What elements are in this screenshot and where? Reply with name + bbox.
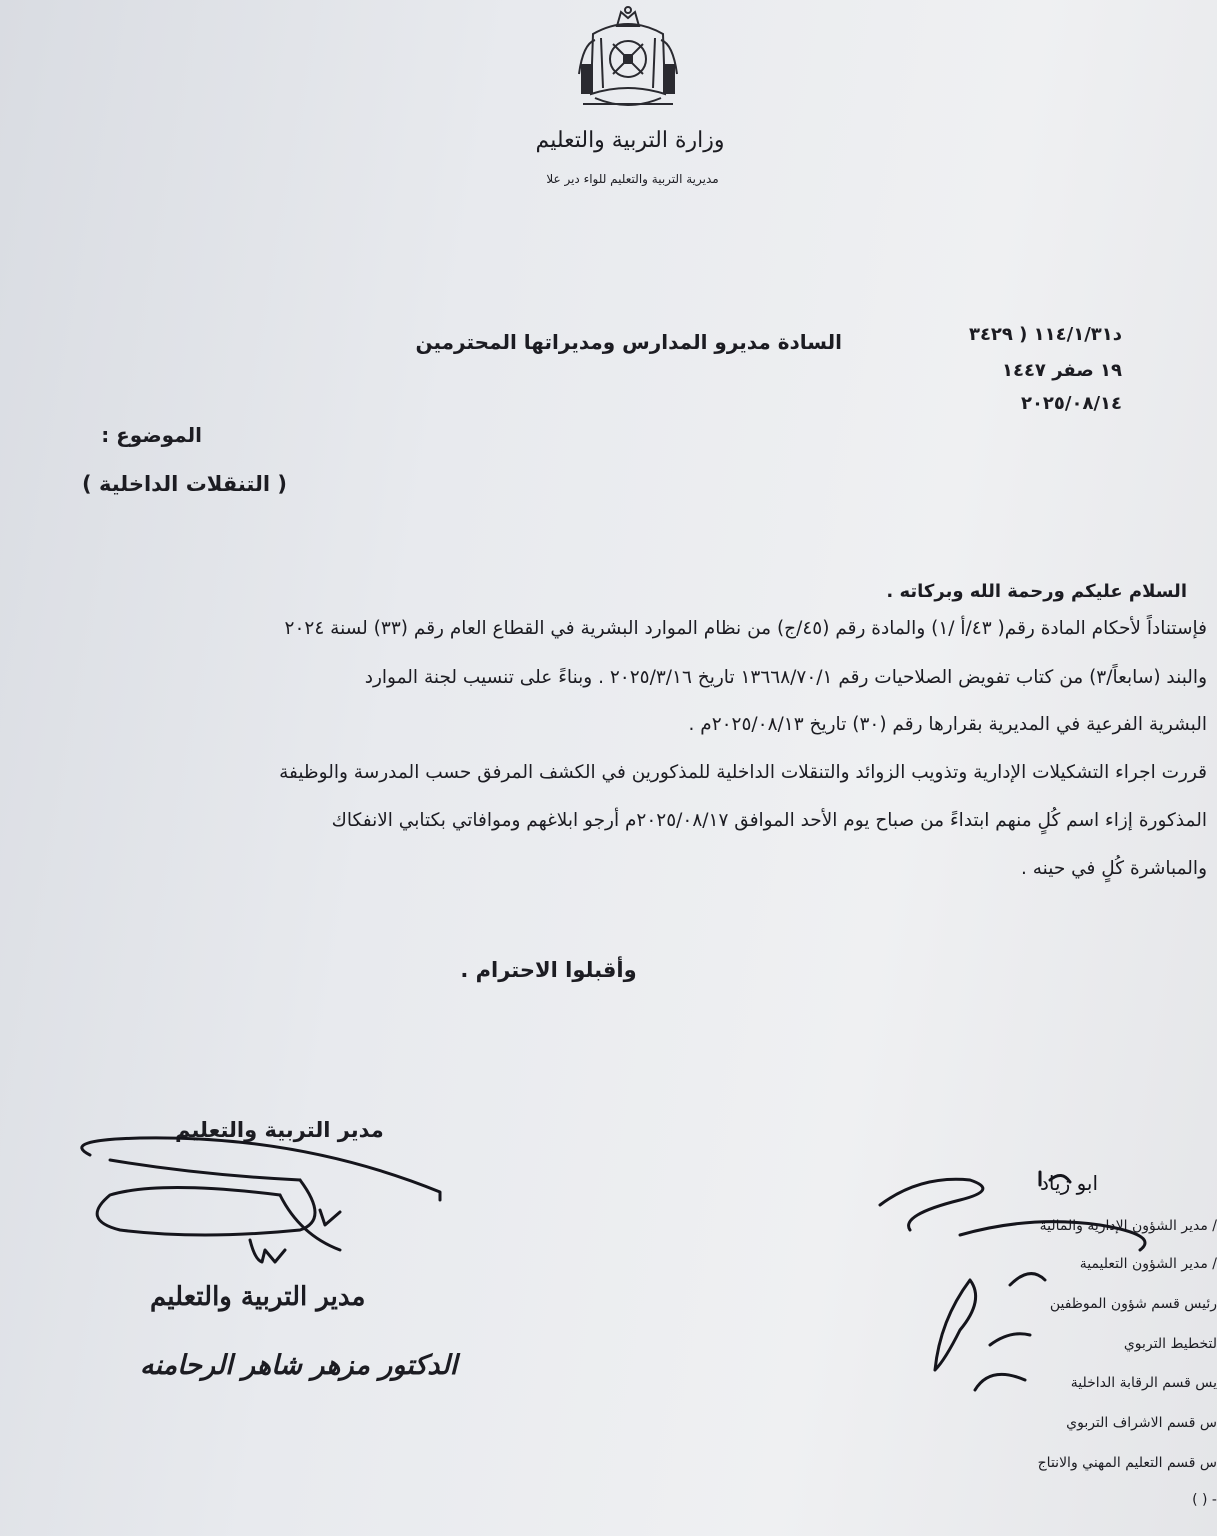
gregorian-date: ٢٠٢٥/٠٨/١٤ xyxy=(1020,393,1122,414)
closing-phrase: وأقبلوا الاحترام . xyxy=(460,958,637,982)
body-line: البشرية الفرعية في المديرية بقرارها رقم (٣٠) تاريخ ٢٠٢٥/٠٨/١٣م . xyxy=(688,714,1207,735)
cc-item: س قسم الاشراف التربوي xyxy=(1066,1415,1217,1431)
hijri-date: ١٩ صفر ١٤٤٧ xyxy=(1001,360,1122,381)
body-line: فإستناداً لأحكام المادة رقم( ٤٣/أ /١) والمادة رقم (٤٥/ج) من نظام الموارد البشرية في القطاع العام رقم (٣٣) لسنة ٢٠٢٤ xyxy=(284,618,1207,639)
cc-item: - ( ) xyxy=(1192,1492,1217,1508)
directorate-name: مديرية التربية والتعليم للواء دير علا xyxy=(546,172,719,186)
greeting: السلام عليكم ورحمة الله وبركاته . xyxy=(886,581,1187,602)
body-line: المذكورة إزاء اسم كُلٍ منهم ابتداءً من صباح يوم الأحد الموافق ٢٠٢٥/٠٨/١٧م أرجو ابلاغهم وموافاتي بكتابي الانفكاك xyxy=(331,810,1207,831)
subject-label: الموضوع : xyxy=(101,423,202,447)
cc-item: رئيس قسم شؤون الموظفين xyxy=(1049,1296,1217,1312)
addressee: السادة مديرو المدارس ومديراتها المحترمين xyxy=(415,330,842,354)
reference-number: د١١٤/١/٣١ ( ٣٤٢٩ xyxy=(968,324,1122,345)
body-line: قررت اجراء التشكيلات الإدارية وتذويب الزوائد والتنقلات الداخلية للمذكورين في الكشف المرفق حسب المدرسة والوظيفة xyxy=(279,762,1207,783)
stamp-title: مدير التربية والتعليم xyxy=(150,1282,366,1312)
cc-item: لتخطيط التربوي xyxy=(1123,1336,1217,1352)
cc-item: س قسم التعليم المهني والانتاج xyxy=(1037,1455,1217,1471)
cc-item: / مدير الشؤون الإدارية والمالية xyxy=(1039,1218,1217,1234)
ministry-name: وزارة التربية والتعليم xyxy=(535,128,725,153)
subject-title: ( التنقلات الداخلية ) xyxy=(82,472,287,496)
stamp-name: الدكتور مزهر شاهر الرحامنه xyxy=(140,1350,458,1381)
body-line: والبند (سابعاً/٣) من كتاب تفويض الصلاحيات رقم ١٣٦٦٨/٧٠/١ تاريخ ٢٠٢٥/٣/١٦ . وبناءً على تنسيب لجنة الموارد xyxy=(364,667,1207,688)
body-line: والمباشرة كُلٍ في حينه . xyxy=(1020,858,1207,879)
cc-item: يس قسم الرقابة الداخلية xyxy=(1070,1375,1217,1391)
signer-title: مدير التربية والتعليم xyxy=(175,1118,384,1142)
cc-initials: ابو زياد xyxy=(1040,1171,1099,1195)
jordan-coat-of-arms-icon xyxy=(573,4,683,116)
cc-item: / مدير الشؤون التعليمية xyxy=(1079,1256,1217,1272)
